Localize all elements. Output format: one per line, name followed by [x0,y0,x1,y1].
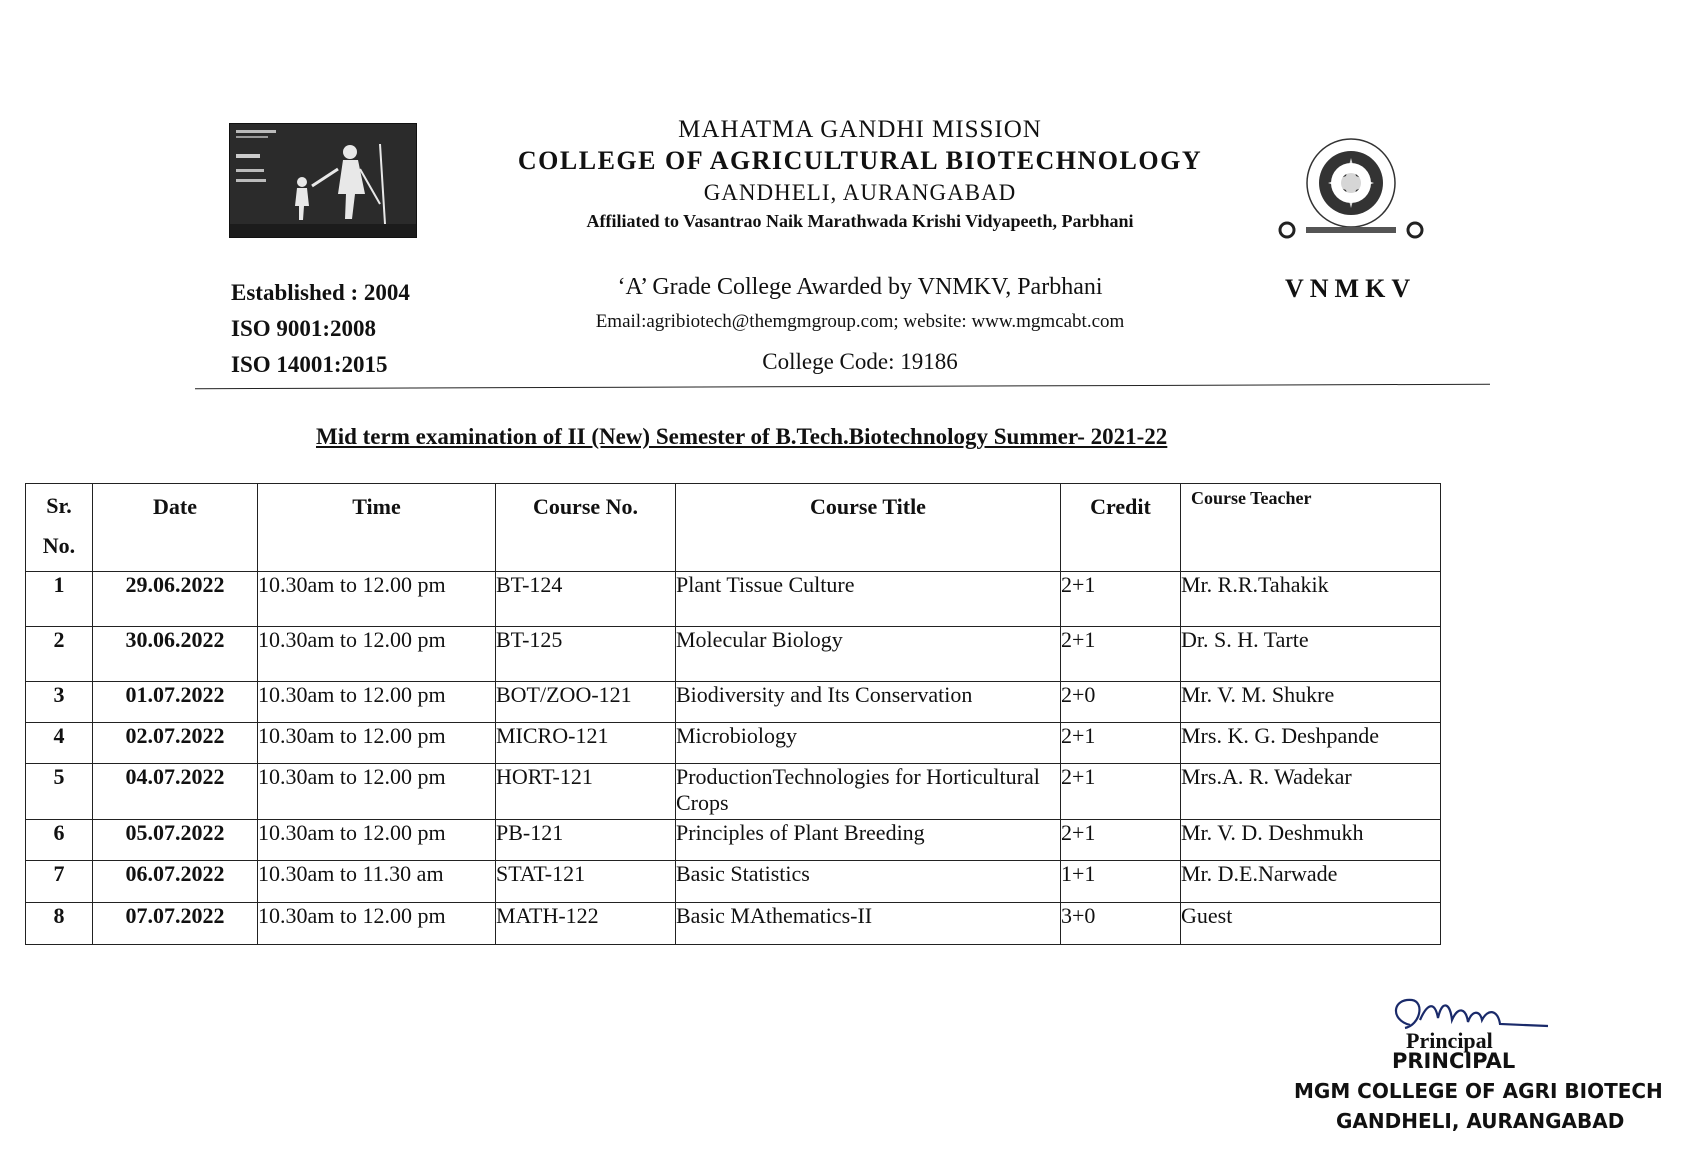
cell-date: 02.07.2022 [93,723,258,764]
table-row [26,903,1441,945]
header-sr [26,484,93,572]
cell-credit: 2+1 [1061,820,1181,861]
cell-time: 10.30am to 12.00 pm [258,764,496,820]
cell-date: 05.07.2022 [93,820,258,861]
header-time: Time [258,484,496,572]
established-year: Established : 2004 [231,280,410,305]
cell-date: 01.07.2022 [93,682,258,723]
cell-teacher: Mrs.A. R. Wadekar [1181,764,1441,820]
cell-teacher: Mr. V. M. Shukre [1181,682,1441,723]
header-sr-line1: Sr. [46,493,72,518]
table-row [26,572,1441,627]
affiliation: Affiliated to Vasantrao Naik Marathwada Krishi Vidyapeeth, Parbhani [586,211,1134,231]
exam-schedule-table [25,483,1441,945]
contact-info: Email:agribiotech@themgmgroup.com; website: www.mgmcabt.com [595,311,1125,332]
cell-sr: 3 [26,682,93,723]
cell-teacher: Mrs. K. G. Deshpande [1181,723,1441,764]
table-row [26,820,1441,861]
cell-teacher: Mr. R.R.Tahakik [1181,572,1441,627]
stamp-principal: PRINCIPAL [1392,1049,1516,1073]
header-course-no: Course No. [496,484,676,572]
cell-course-title: Basic MAthematics-II [676,903,1061,945]
cell-course-no: MATH-122 [496,903,676,945]
cell-date: 30.06.2022 [93,627,258,682]
cell-credit: 1+1 [1061,861,1181,903]
cell-time: 10.30am to 12.00 pm [258,572,496,627]
cell-course-no: PB-121 [496,820,676,861]
gandhi-figure-icon [230,124,416,237]
cell-course-title: Microbiology [676,723,1061,764]
cell-date: 29.06.2022 [93,572,258,627]
table-row [26,723,1441,764]
header-teacher: Course Teacher [1181,484,1441,572]
cell-course-title: Plant Tissue Culture [676,572,1061,627]
cell-course-title: Molecular Biology [676,627,1061,682]
cell-date: 07.07.2022 [93,903,258,945]
iso-14001: ISO 14001:2015 [231,352,388,377]
cell-date: 06.07.2022 [93,861,258,903]
cell-time: 10.30am to 12.00 pm [258,682,496,723]
cell-time: 10.30am to 12.00 pm [258,903,496,945]
university-seal-icon [1276,128,1426,248]
cell-teacher: Guest [1181,903,1441,945]
header-course-title: Course Title [676,484,1061,572]
cell-course-no: STAT-121 [496,861,676,903]
table-row [26,764,1441,820]
mgm-logo [229,123,417,238]
cell-course-no: BOT/ZOO-121 [496,682,676,723]
cell-sr: 5 [26,764,93,820]
cell-credit: 2+1 [1061,723,1181,764]
cell-course-no: BT-125 [496,627,676,682]
college-name: COLLEGE OF AGRICULTURAL BIOTECHNOLOGY [517,146,1203,175]
stamp-location: GANDHELI, AURANGABAD [1336,1109,1625,1133]
table-row [26,861,1441,903]
college-code: College Code: 19186 [762,349,958,374]
cell-credit: 2+1 [1061,764,1181,820]
cell-teacher: Mr. V. D. Deshmukh [1181,820,1441,861]
grade-award: ‘A’ Grade College Awarded by VNMKV, Parbhani [617,274,1103,300]
cell-teacher: Dr. S. H. Tarte [1181,627,1441,682]
cell-course-title: Basic Statistics [676,861,1061,903]
cell-sr: 4 [26,723,93,764]
table-row [26,682,1441,723]
cell-course-title: ProductionTechnologies for Horticultural Crops [676,764,1061,820]
header-date: Date [93,484,258,572]
signature-title: Principal [1406,1028,1493,1053]
cell-credit: 3+0 [1061,903,1181,945]
cell-sr: 1 [26,572,93,627]
iso-9001: ISO 9001:2008 [231,316,377,341]
exam-title: Mid term examination of II (New) Semester of B.Tech.Biotechnology Summer- 2021-22 [316,424,1168,449]
cell-credit: 2+1 [1061,627,1181,682]
header-credit: Credit [1061,484,1181,572]
cell-credit: 2+0 [1061,682,1181,723]
table-row [26,627,1441,682]
cell-time: 10.30am to 12.00 pm [258,723,496,764]
cell-course-no: BT-124 [496,572,676,627]
cell-time: 10.30am to 12.00 pm [258,627,496,682]
seal-label: VNMKV [1285,274,1417,303]
header-divider [195,384,1490,390]
table-header-row [26,484,1441,572]
cell-course-no: HORT-121 [496,764,676,820]
header-sr-line2: No. [42,533,76,558]
college-location: GANDHELI, AURANGABAD [703,180,1017,205]
cell-time: 10.30am to 12.00 pm [258,820,496,861]
cell-time: 10.30am to 11.30 am [258,861,496,903]
cell-sr: 8 [26,903,93,945]
cell-sr: 2 [26,627,93,682]
stamp-college: MGM COLLEGE OF AGRI BIOTECH [1294,1079,1663,1103]
cell-sr: 7 [26,861,93,903]
cell-course-no: MICRO-121 [496,723,676,764]
org-name: MAHATMA GANDHI MISSION [678,116,1042,143]
cell-date: 04.07.2022 [93,764,258,820]
cell-sr: 6 [26,820,93,861]
cell-course-title: Biodiversity and Its Conservation [676,682,1061,723]
cell-credit: 2+1 [1061,572,1181,627]
cell-teacher: Mr. D.E.Narwade [1181,861,1441,903]
cell-course-title: Principles of Plant Breeding [676,820,1061,861]
